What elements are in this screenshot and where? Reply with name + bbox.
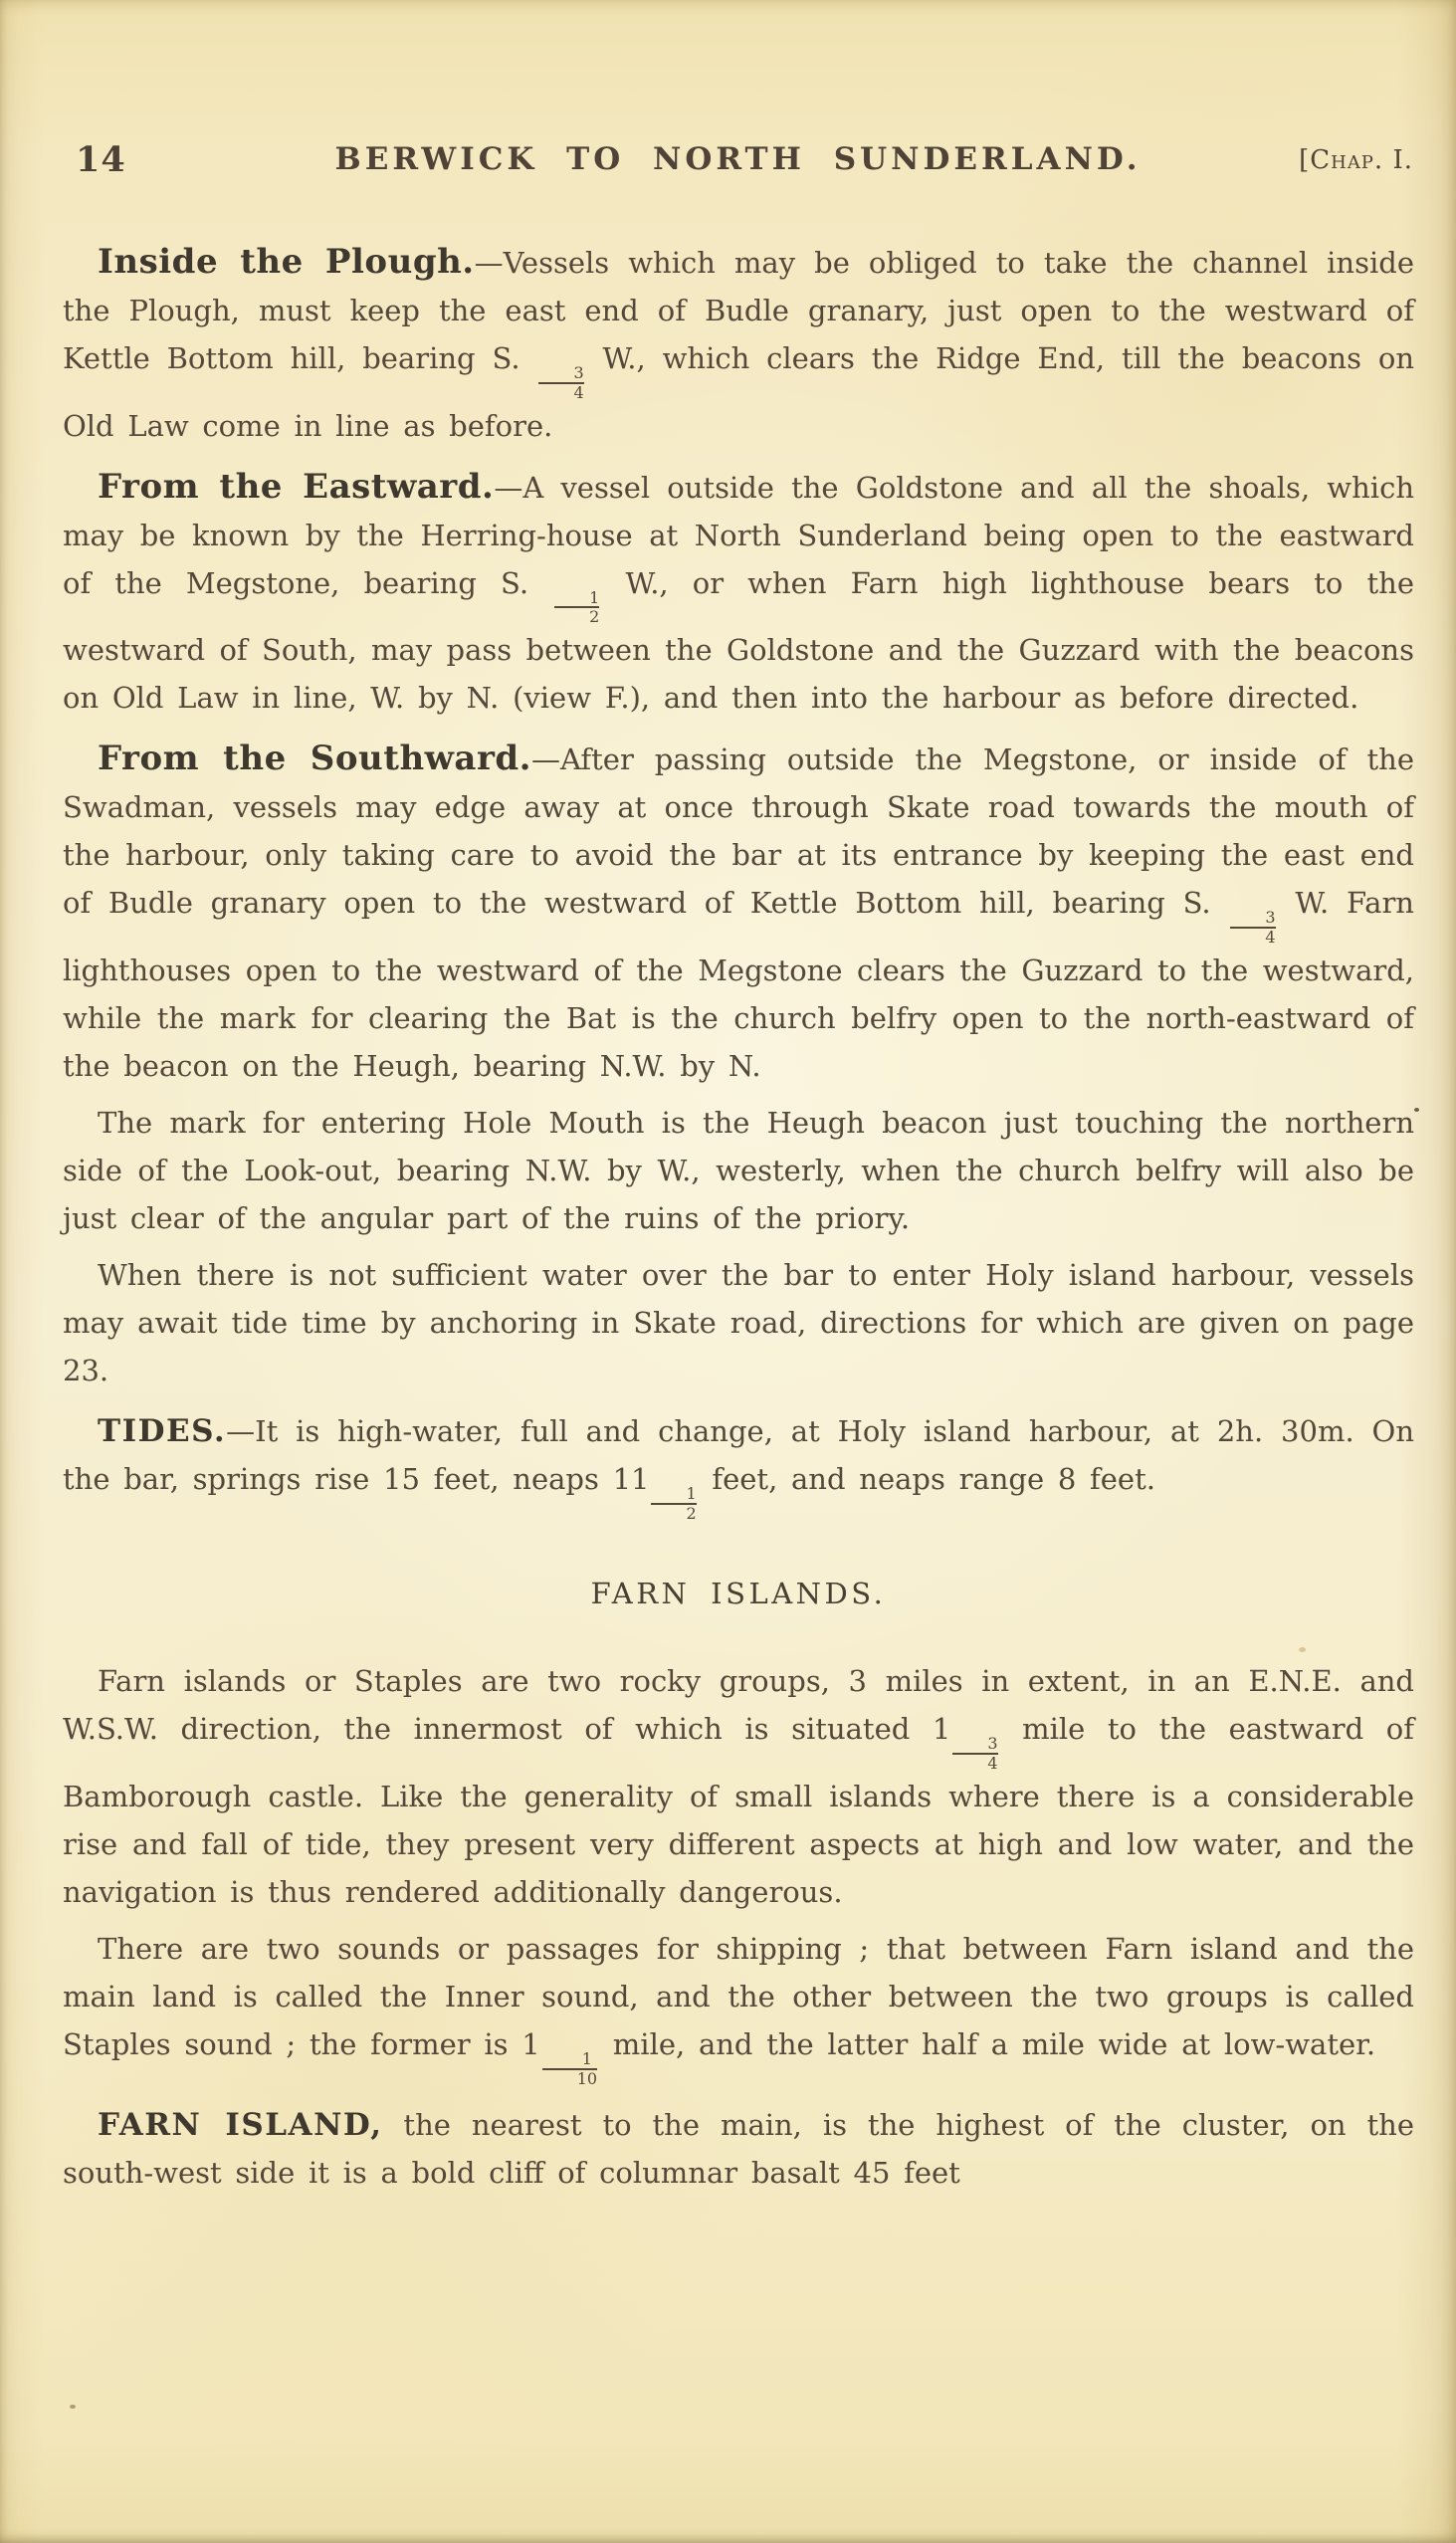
text-run: feet, and neaps range 8 feet. [698, 1461, 1155, 1496]
stacked-fraction [554, 587, 600, 627]
text-run: W. Farn lighthouses open to the westward of the Megstone clears the Guzzard to the westward, while the mark for clearing the Bat is the church belfry open to the north-eastward of the beacon on the Heugh, bearing N.W. by N. [63, 886, 1414, 1083]
fraction-numerator: 1 [686, 1483, 697, 1503]
paper-speck [70, 2405, 76, 2409]
paragraph-lead: TIDES. [98, 1412, 227, 1449]
paragraph-lead: FARN ISLAND, [98, 2106, 383, 2143]
text-run: —After passing outside the Megstone, or inside of the Swadman, vessels may edge away at once through Skate road towards the mouth of the harbour, only taking care to avoid the bar at its entrance by keeping the east end of Budle granary open to the westward of Kettle Bottom hill, bearing S. [63, 742, 1414, 921]
running-header [63, 137, 1413, 187]
stacked-fraction [538, 365, 583, 402]
fraction-denominator: 10 [542, 2068, 597, 2088]
fraction-denominator: 4 [538, 382, 583, 402]
paragraph [63, 1099, 1414, 1242]
fraction-numerator: 3 [987, 1734, 998, 1754]
text-run: W., which clears the Ridge End, till the beacons on Old Law come in line as before. [63, 341, 1414, 443]
stacked-fraction [542, 2048, 598, 2088]
text-run: the nearest to the main, is the highest of the cluster, on the south-west side it is a bold cliff of columnar basalt 45 feet [63, 2107, 1415, 2190]
stacked-fraction [1230, 910, 1275, 947]
text-run: W., or when Farn high lighthouse bears to the westward of South, may pass between the Goldstone and the Guzzard with the beacons on Old Law in line, W. by N. (view F.), and then into the harbour as before directed. [63, 565, 1414, 716]
paragraph [63, 463, 1414, 723]
paragraph [63, 1657, 1414, 1916]
fraction-numerator: 1 [581, 2048, 592, 2068]
section-heading: FARN ISLANDS. [590, 1577, 887, 1611]
paragraph [63, 1251, 1414, 1394]
fraction-denominator: 4 [1230, 927, 1275, 947]
paragraph [63, 735, 1414, 1090]
fraction-denominator: 2 [554, 606, 599, 626]
fraction-denominator: 2 [651, 1503, 696, 1523]
text-run: Farn islands or Staples are two rocky groups, 3 miles in extent, in an E.N.E. and W.S.W. direction, the innermost of which is situated 1 [63, 1664, 1414, 1747]
page-body [63, 225, 1414, 2206]
fraction-numerator: 3 [1265, 908, 1276, 928]
text-run: —It is high-water, full and change, at Holy island harbour, at 2h. 30m. On the bar, springs rise 15 feet, neaps 11 [63, 1413, 1414, 1496]
fraction-numerator: 1 [589, 587, 600, 607]
text-run: mile to the eastward of Bamborough castle. Like the generality of small islands where there is a considerable rise and fall of tide, they present very different aspects at high and low water, and the navigation is thus rendered additionally dangerous. [63, 1712, 1414, 1909]
text-run: The mark for entering Hole Mouth is the Heugh beacon just touching the northern side of the Look-out, bearing N.W. by W., westerly, when the church belfry will also be just clear of the angular part of the ruins of the priory. [63, 1105, 1414, 1235]
text-run: —Vessels which may be obliged to take the channel inside the Plough, must keep the east end of Budle granary, just open to the westward of Kettle Bottom hill, bearing S. [63, 246, 1414, 375]
paragraph [63, 1925, 1414, 2088]
text-run: mile, and the latter half a mile wide at low-water. [599, 2026, 1376, 2061]
paragraph-lead: Inside the Plough. [98, 242, 475, 282]
paragraph-lead: From the Southward. [98, 739, 531, 779]
stacked-fraction [651, 1483, 697, 1523]
chapter-label: [Chap. I. [1299, 145, 1413, 175]
page-number: 14 [76, 139, 126, 180]
text-run: There are two sounds or passages for shipping ; that between Farn island and the main land is called the Inner sound, and the other between the two groups is called Staples sound ; the former is 1 [63, 1931, 1414, 2061]
paragraph [63, 1407, 1414, 1523]
paper-speck [1414, 1108, 1419, 1112]
fraction-numerator: 3 [573, 363, 584, 382]
text-run: When there is not sufficient water over the bar to enter Holy island harbour, vessels may await tide time by anchoring in Skate road, directions for which are given on page 23. [63, 1257, 1414, 1387]
paragraph-lead: From the Eastward. [98, 466, 495, 507]
paragraph [63, 238, 1414, 450]
running-title: BERWICK TO NORTH SUNDERLAND. [334, 141, 1142, 177]
paragraph [63, 2101, 1414, 2197]
text-run: —A vessel outside the Goldstone and all the shoals, which may be known by the Herring-house at North Sunderland being open to the eastward of the Megstone, bearing S. [63, 470, 1414, 600]
fraction-denominator: 4 [952, 1753, 997, 1773]
stacked-fraction [952, 1736, 997, 1773]
